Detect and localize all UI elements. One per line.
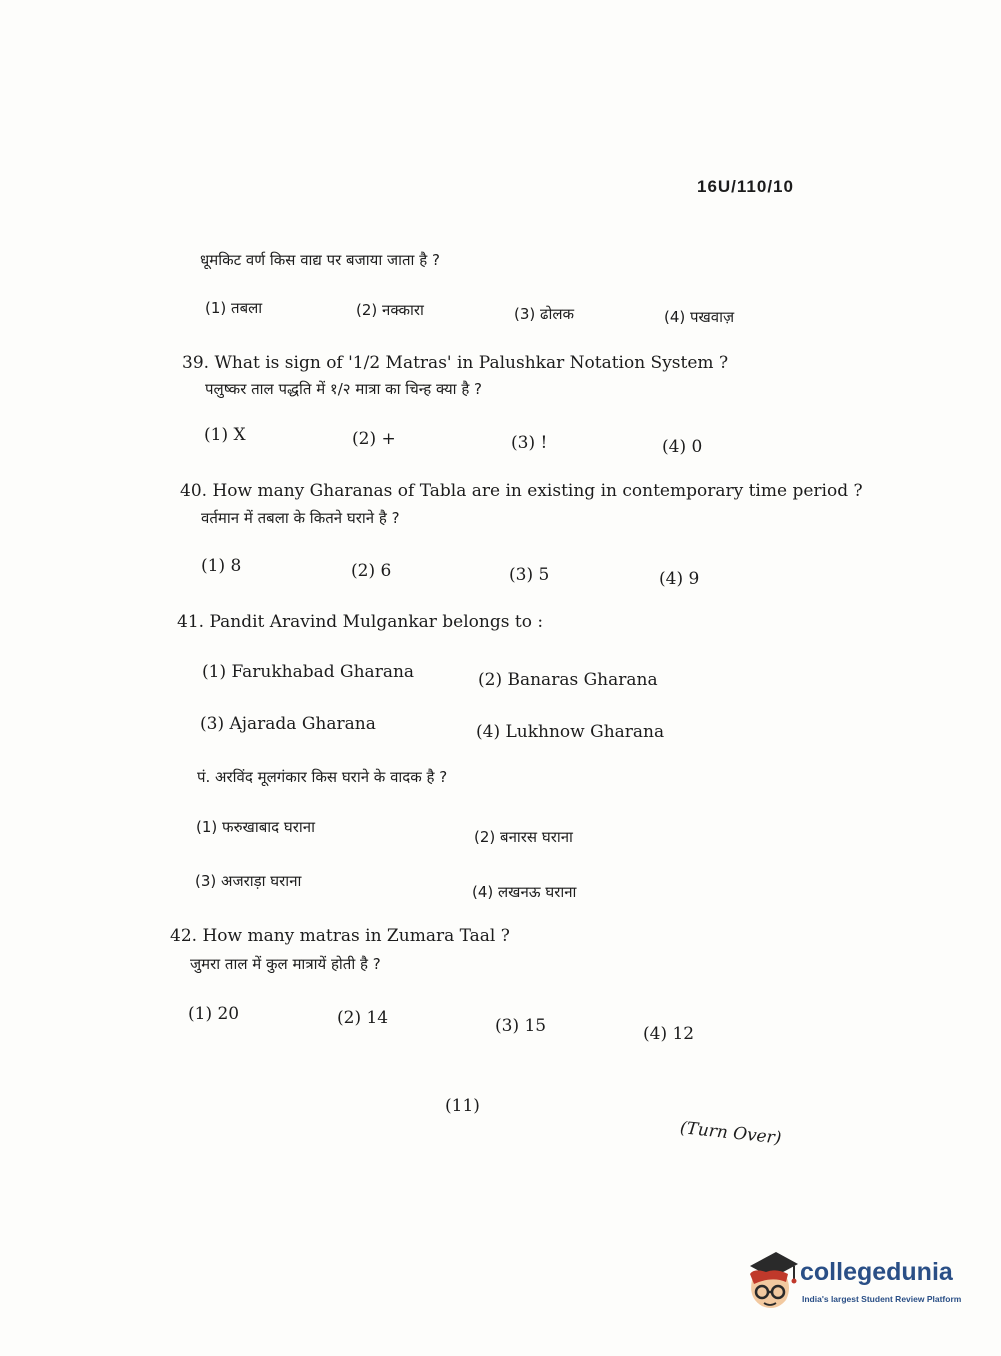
collegedunia-watermark — [742, 1250, 972, 1320]
q41-option-1: (1) Farukhabad Gharana — [202, 662, 415, 682]
q40-option-2: (2) 6 — [351, 561, 392, 581]
q39-hindi: पलुष्कर ताल पद्धति में १/२ मात्रा का चिन्ह क्या है ? — [205, 380, 483, 398]
q38-option-2: (2) नक्कारा — [356, 301, 424, 319]
q38-option-3: (3) ढोलक — [514, 305, 575, 323]
paper-code: 16U/110/10 — [697, 177, 794, 196]
q41-hindi: पं. अरविंद मूलगंकार किस घराने के वादक है ? — [197, 768, 448, 786]
q39-option-2: (2) + — [352, 429, 396, 449]
q41-option-3: (3) Ajarada Gharana — [200, 714, 376, 734]
q38-hindi: धूमकिट वर्ण किस वाद्य पर बजाया जाता है ? — [200, 251, 440, 269]
collegedunia-brand: collegedunia — [800, 1258, 953, 1286]
q41-hindi-option-2: (2) बनारस घराना — [474, 828, 573, 846]
q39-english: 39. What is sign of '1/2 Matras' in Palushkar Notation System ? — [182, 353, 729, 373]
q42-option-2: (2) 14 — [337, 1008, 389, 1028]
q41-option-2: (2) Banaras Gharana — [478, 670, 658, 690]
q41-hindi-option-4: (4) लखनऊ घराना — [472, 883, 577, 901]
q39-option-4: (4) 0 — [662, 437, 703, 457]
q42-option-4: (4) 12 — [643, 1024, 695, 1044]
q42-english: 42. How many matras in Zumara Taal ? — [170, 926, 510, 946]
q38-option-1: (1) तबला — [205, 299, 263, 317]
q39-option-3: (3) ! — [511, 433, 548, 453]
q41-hindi-option-3: (3) अजराड़ा घराना — [195, 872, 302, 890]
q42-option-3: (3) 15 — [495, 1016, 547, 1036]
q40-english: 40. How many Gharanas of Tabla are in existing in contemporary time period ? — [180, 481, 863, 501]
q40-option-4: (4) 9 — [659, 569, 700, 589]
mascot-icon — [742, 1250, 800, 1312]
q41-option-4: (4) Lukhnow Gharana — [476, 722, 665, 742]
page-number: (11) — [445, 1096, 480, 1116]
turn-over-note: (Turn Over) — [678, 1118, 783, 1149]
collegedunia-tagline: India's largest Student Review Platform — [802, 1294, 962, 1304]
q38-option-4: (4) पखवाज़ — [664, 308, 735, 326]
q42-hindi: जुमरा ताल में कुल मात्रायें होती है ? — [190, 955, 381, 973]
q40-option-3: (3) 5 — [509, 565, 550, 585]
q40-hindi: वर्तमान में तबला के कितने घराने है ? — [201, 509, 400, 527]
q40-option-1: (1) 8 — [201, 556, 242, 576]
q42-option-1: (1) 20 — [188, 1004, 240, 1024]
q39-option-1: (1) X — [204, 425, 246, 445]
q41-english: 41. Pandit Aravind Mulgankar belongs to : — [177, 612, 544, 632]
q41-hindi-option-1: (1) फरुखाबाद घराना — [196, 818, 315, 836]
